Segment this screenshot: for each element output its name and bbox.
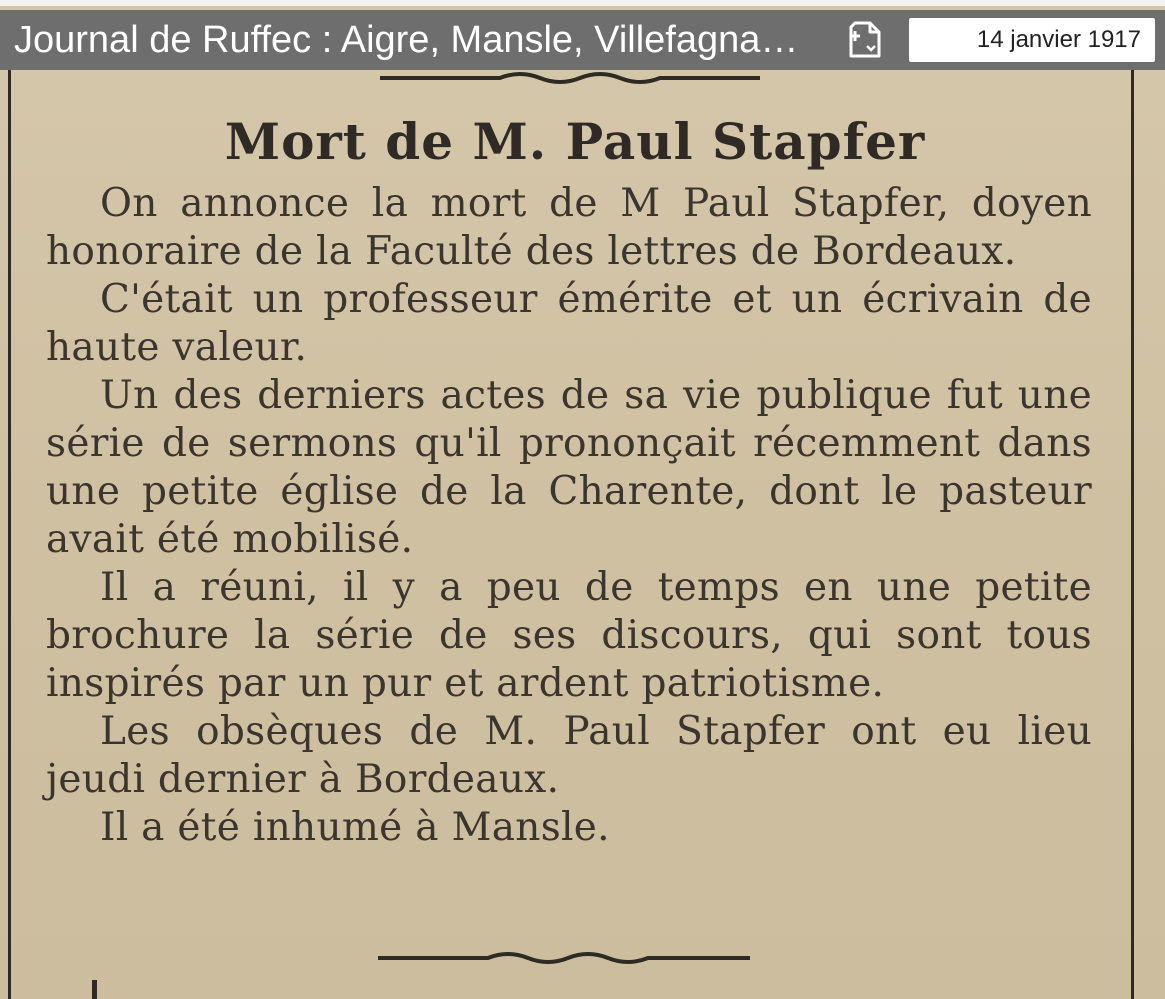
document-title[interactable]: Journal de Ruffec : Aigre, Mansle, Villefagna…: [14, 19, 799, 61]
newspaper-scan: [0, 70, 1165, 999]
article-body: [46, 180, 1092, 852]
document-add-icon[interactable]: [846, 20, 884, 60]
next-article-fragment: [92, 980, 131, 999]
top-ornament: [380, 70, 760, 88]
article-paragraph: C'était un professeur émérite et un écrivain de haute valeur.: [46, 277, 1092, 370]
article-paragraph: On annonce la mort de M Paul Stapfer, doyen honoraire de la Faculté des lettres de Bordeaux.: [46, 181, 1092, 274]
article-paragraph: Il a réuni, il y a peu de temps en une petite brochure la série de ses discours, qui sont tous inspirés par un pur et ardent patriotisme.: [46, 565, 1092, 706]
article-paragraph: Les obsèques de M. Paul Stapfer ont eu lieu jeudi dernier à Bordeaux.: [46, 709, 1092, 802]
bottom-ornament: [378, 946, 750, 970]
column-rule-left: [8, 70, 11, 999]
article-paragraph: Il a été inhumé à Mansle.: [100, 805, 610, 850]
article-headline: Mort de M. Paul Stapfer: [224, 112, 926, 171]
viewer-header: [0, 10, 1165, 70]
column-rule-right: [1131, 70, 1134, 999]
top-border: [0, 0, 1165, 6]
article-paragraph: Un des derniers actes de sa vie publique fut une série de sermons qu'il prononçait récemment dans une petite église de la Charente, dont le pasteur avait été mobilisé.: [46, 373, 1092, 562]
date-field[interactable]: 14 janvier 1917: [909, 18, 1155, 62]
